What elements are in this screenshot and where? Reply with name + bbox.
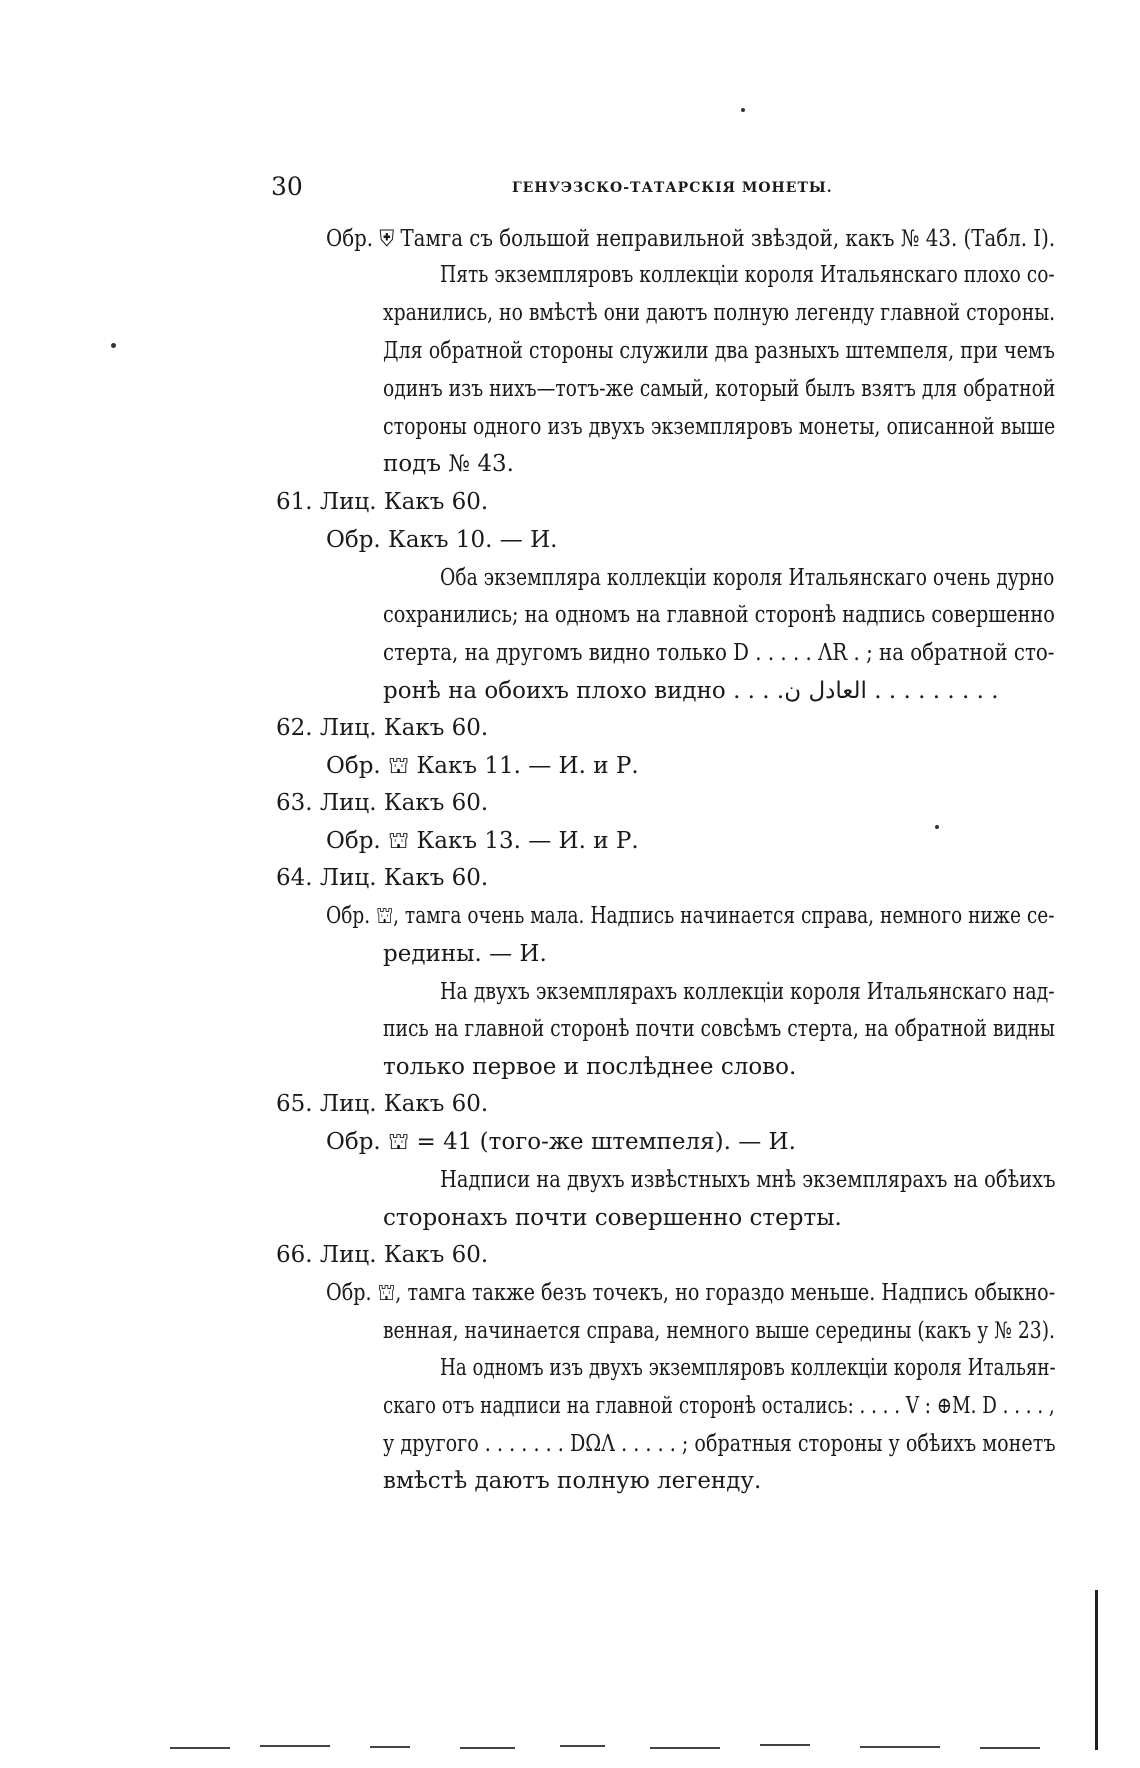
text-line: у другого . . . . . . . DΩΛ . . . . . ; обратныя стороны у обѣихъ монетъ (383, 1431, 1056, 1457)
text-line: вмѣстѣ даютъ полную легенду. (383, 1468, 762, 1494)
text-line: Обр. ⛫, тамга также безъ точекъ, но гораздо меньше. Надпись обыкно- (326, 1280, 1056, 1306)
text-line: Надписи на двухъ извѣстныхъ мнѣ экземплярахъ на обѣихъ (440, 1167, 1056, 1193)
text-line: Обр. ⛫ Какъ 11. — И. и Р. (326, 753, 639, 779)
scan-edge-mark (860, 1746, 940, 1748)
entry-heading: 63. Лиц. Какъ 60. (276, 790, 489, 816)
text-line: венная, начинается справа, немного выше середины (какъ у № 23). (383, 1318, 1056, 1344)
scan-edge-mark (560, 1745, 605, 1747)
entry-heading: 64. Лиц. Какъ 60. (276, 865, 489, 891)
text-line: Обр. ⛫ = 41 (того-же штемпеля). — И. (326, 1129, 796, 1155)
scan-edge-mark (650, 1747, 720, 1749)
entry-heading: 66. Лиц. Какъ 60. (276, 1242, 489, 1268)
scan-edge-mark (460, 1747, 515, 1749)
entry-heading: 65. Лиц. Какъ 60. (276, 1091, 489, 1117)
text-line: ронѣ на обоихъ плохо видно . . . .العادل ن . . . . . . . . . (383, 678, 999, 704)
text-line: редины. — И. (383, 941, 547, 967)
scan-edge-mark (260, 1745, 330, 1747)
text-line: одинъ изъ нихъ—тотъ-же самый, который былъ взятъ для обратной (383, 376, 1056, 402)
text-line: Пять экземпляровъ коллекціи короля Итальянскаго плохо со- (440, 262, 1055, 288)
text-line: только первое и послѣднее слово. (383, 1054, 797, 1080)
text-line: Обр. ⛫, тамга очень мала. Надпись начинается справа, немного ниже се- (326, 903, 1055, 929)
text-line: подъ № 43. (383, 451, 514, 477)
text-line: скаго отъ надписи на главной сторонѣ остались: . . . . V : ⊕M. D . . . . , (383, 1393, 1055, 1419)
scan-speck (111, 343, 116, 348)
text-line: стерта, на другомъ видно только D . . . . . ΛR . ; на обратной сто- (383, 640, 1055, 666)
text-line: Обр. Какъ 10. — И. (326, 527, 558, 553)
text-line: хранились, но вмѣстѣ они даютъ полную легенду главной стороны. (383, 300, 1056, 326)
running-title: ГЕНУЭЗСКО-ТАТАРСКІЯ МОНЕТЫ. (512, 180, 833, 196)
text-line: сторонахъ почти совершенно стерты. (383, 1205, 842, 1231)
text-line: На одномъ изъ двухъ экземпляровъ коллекціи короля Итальян- (440, 1355, 1056, 1381)
page-number: 30 (271, 172, 303, 201)
text-line: сохранились; на одномъ на главной сторонѣ надпись совершенно (383, 602, 1055, 628)
scan-speck (741, 108, 745, 112)
scan-speck (935, 825, 939, 829)
text-line: Для обратной стороны служили два разныхъ штемпеля, при чемъ (383, 338, 1055, 364)
scan-edge-mark (170, 1747, 230, 1749)
scan-edge-mark (760, 1744, 810, 1746)
entry-heading: 62. Лиц. Какъ 60. (276, 715, 489, 741)
text-line: Обр. ⛫ Какъ 13. — И. и Р. (326, 828, 639, 854)
text-line: стороны одного изъ двухъ экземпляровъ монеты, описанной выше (383, 414, 1056, 440)
scan-edge-mark (370, 1746, 410, 1748)
entry-heading: 61. Лиц. Какъ 60. (276, 489, 489, 515)
text-line: Обр. ⛨ Тамга съ большой неправильной звѣздой, какъ № 43. (Табл. I). (326, 226, 1056, 252)
text-line: На двухъ экземплярахъ коллекціи короля Итальянскаго над- (440, 979, 1055, 1005)
text-line: пись на главной сторонѣ почти совсѣмъ стерта, на обратной видны (383, 1016, 1055, 1042)
page-edge-shadow (1095, 1590, 1098, 1750)
scan-edge-mark (980, 1747, 1040, 1749)
text-line: Оба экземпляра коллекціи короля Итальянскаго очень дурно (440, 565, 1055, 591)
